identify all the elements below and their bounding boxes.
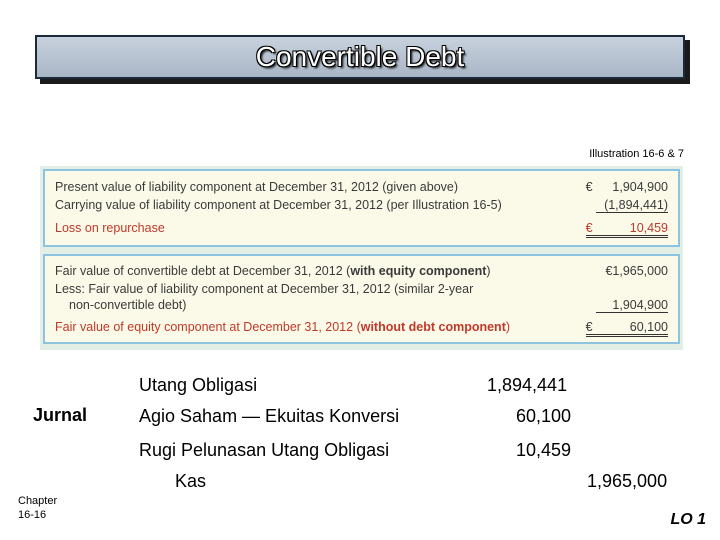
label-prefix: Fair value of convertible debt at December 31, 2012 (: [55, 264, 351, 278]
row-value: €1,965,000: [605, 264, 668, 278]
journal-debit: 60,100: [516, 406, 572, 426]
row-value: [586, 221, 668, 238]
journal-debit: 10,459: [516, 440, 572, 460]
row-value: [596, 298, 668, 313]
equity-component-panel: [43, 254, 680, 344]
carrying-value-row: [55, 198, 668, 213]
less-liability-row-2: [55, 298, 668, 313]
row-label: [55, 264, 491, 278]
amount: 60,100: [629, 320, 668, 334]
chapter-number: 16-16: [18, 509, 47, 521]
journal-credit: 1,965,000: [587, 471, 668, 491]
chapter-label: Chapter: [18, 495, 58, 507]
label-emphasis: with equity component: [350, 264, 487, 278]
row-label: Present value of liability component at December 31, 2012 (given above): [55, 180, 459, 194]
loss-computation-panel: [43, 169, 680, 247]
journal-account: Agio Saham — Ekuitas Konversi: [139, 406, 400, 426]
row-value: [586, 320, 668, 337]
journal-account: Kas: [175, 471, 207, 491]
label-emphasis: without debt component: [360, 320, 506, 334]
journal-account: Rugi Pelunasan Utang Obligasi: [139, 440, 390, 460]
row-label: Carrying value of liability component at December 31, 2012 (per Illustration 16-5): [55, 198, 502, 212]
loss-on-repurchase-row: [55, 221, 668, 238]
less-liability-row-1: [55, 282, 668, 296]
currency-symbol: €: [585, 320, 593, 334]
row-label: non-convertible debt): [69, 298, 187, 312]
currency-symbol: €: [585, 221, 593, 235]
amount: 1,904,900: [612, 180, 668, 194]
row-value: [596, 198, 668, 213]
illustration-figure: [40, 166, 683, 350]
label-prefix: Fair value of equity component at December 31, 2012 (: [55, 320, 361, 334]
learning-objective: LO 1: [670, 511, 706, 528]
equity-fair-value-row: [55, 320, 668, 337]
journal-debit: 1,894,441: [487, 375, 568, 395]
title-banner: [35, 35, 685, 79]
illustration-reference: Illustration 16-6 & 7: [589, 148, 684, 160]
amount: 1,904,900: [596, 298, 668, 313]
label-suffix: ): [505, 320, 511, 334]
present-value-row: [55, 180, 668, 194]
amount: 10,459: [629, 221, 668, 235]
label-suffix: ): [486, 264, 491, 278]
row-label: Loss on repurchase: [55, 221, 165, 235]
convertible-fair-value-row: [55, 264, 668, 278]
row-value: [586, 180, 668, 194]
row-label: Less: Fair value of liability component at December 31, 2012 (similar 2-year: [55, 282, 474, 296]
journal-account: Utang Obligasi: [139, 375, 258, 395]
slide-title: Convertible Debt: [255, 41, 465, 72]
currency-symbol: €: [585, 180, 593, 194]
row-label: [55, 320, 510, 337]
chapter-reference: [18, 494, 57, 522]
journal-label: Jurnal: [33, 405, 88, 425]
amount: (1,894,441): [596, 198, 668, 213]
